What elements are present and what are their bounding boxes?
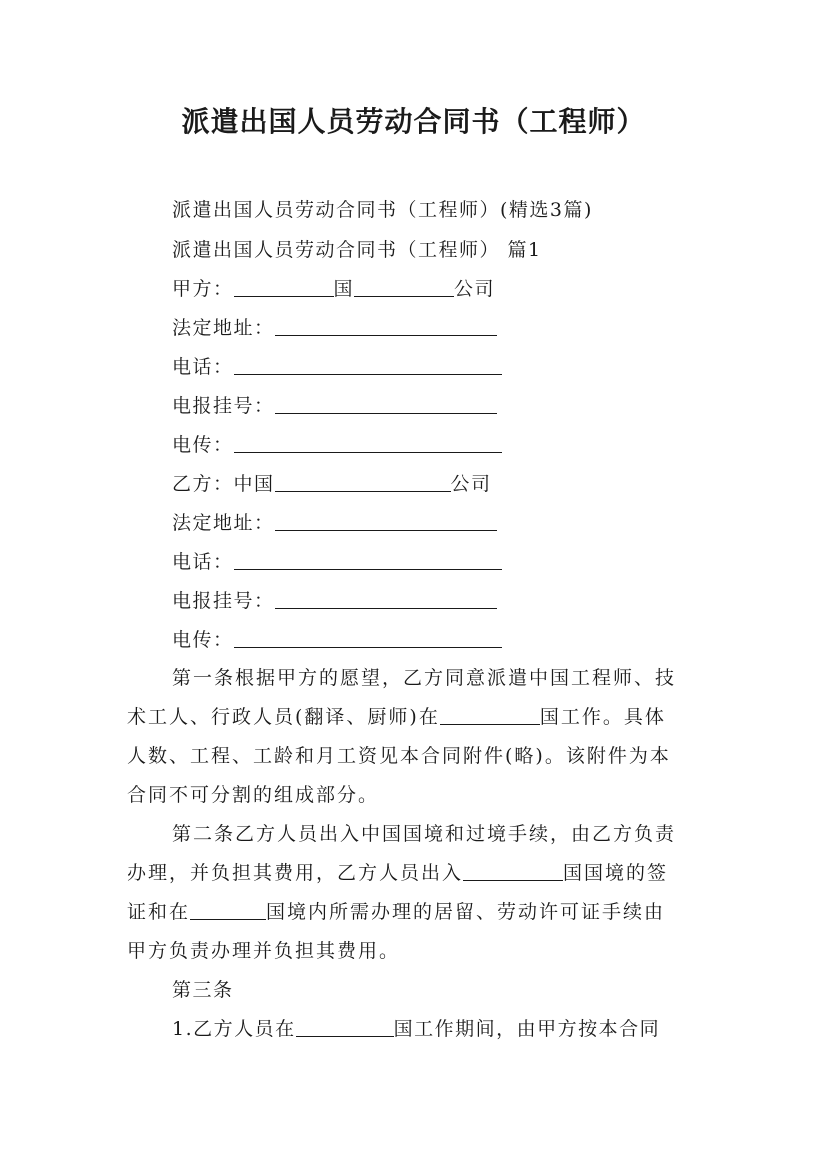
article-2-territory-blank: [190, 899, 266, 920]
party-b-company-suffix: 公司: [450, 473, 492, 495]
party-b-fax-label: 电传：: [172, 629, 234, 651]
party-a-address-label: 法定地址：: [172, 317, 275, 339]
party-a-country-blank: [234, 276, 334, 297]
party-b-line: [172, 470, 492, 498]
party-b-fax-line: [172, 626, 502, 654]
article-1-line-2: 术工人、行政人员(翻译、厨师)在 国工作。具体: [127, 706, 666, 728]
party-a-fax-line: [172, 431, 502, 459]
article-1-country-blank: [440, 704, 540, 725]
party-b-telegraph-blank: [275, 588, 497, 609]
party-a-label: 甲方：: [172, 278, 234, 300]
article-3-item-1: 1.乙方人员在 国工作期间，由甲方按本合同: [172, 1018, 661, 1040]
party-b-telegraph-line: [172, 587, 497, 615]
party-a-fax-blank: [234, 432, 502, 453]
party-b-company-blank: [275, 471, 451, 492]
party-a-address-blank: [275, 315, 497, 336]
document-subtitle: 派遣出国人员劳动合同书（工程师）(精选3篇): [172, 199, 593, 221]
article-3-heading: 第三条: [172, 979, 234, 1001]
party-a-telegraph-blank: [275, 393, 497, 414]
party-b-phone-line: [172, 548, 502, 576]
article-2: [127, 815, 705, 971]
party-b-address-label: 法定地址：: [172, 512, 275, 534]
party-a-country-suffix: 国: [333, 278, 355, 300]
article-2-line-4: 甲方负责办理并负担其费用。: [127, 940, 401, 962]
party-a-phone-line: [172, 353, 502, 381]
article-2-line-3: 证和在 国境内所需办理的居留、劳动许可证手续由: [127, 901, 666, 923]
article-1: [127, 659, 705, 815]
article-2-country-blank: [463, 860, 563, 881]
article-1-line-1: 第一条根据甲方的愿望，乙方同意派遣中国工程师、技: [172, 667, 677, 689]
article-3-country-blank: [296, 1016, 394, 1037]
document-title: 派遣出国人员劳动合同书（工程师）: [181, 105, 646, 138]
party-b-phone-blank: [234, 549, 502, 570]
party-a-line: [172, 275, 495, 303]
party-a-phone-blank: [234, 354, 502, 375]
article-2-line-2: 办理，并负担其费用，乙方人员出入 国国境的签: [127, 862, 669, 884]
article-1-line-3: 人数、工程、工龄和月工资见本合同附件(略)。该附件为本: [127, 745, 671, 767]
party-b-label: 乙方：中国: [172, 473, 275, 495]
party-a-telegraph-line: [172, 392, 497, 420]
party-b-phone-label: 电话：: [172, 551, 234, 573]
party-a-company-blank: [354, 276, 454, 297]
party-a-phone-label: 电话：: [172, 356, 234, 378]
party-a-company-suffix: 公司: [454, 278, 496, 300]
party-b-fax-blank: [234, 627, 502, 648]
article-1-line-4: 合同不可分割的组成部分。: [127, 784, 380, 806]
party-a-address-line: [172, 314, 497, 342]
article-2-line-1: 第二条乙方人员出入中国国境和过境手续，由乙方负责: [172, 823, 677, 845]
section-heading: 派遣出国人员劳动合同书（工程师） 篇1: [172, 239, 542, 261]
party-a-fax-label: 电传：: [172, 434, 234, 456]
party-b-address-line: [172, 509, 497, 537]
party-a-telegraph-label: 电报挂号：: [172, 395, 275, 417]
party-b-telegraph-label: 电报挂号：: [172, 590, 275, 612]
party-b-address-blank: [275, 510, 497, 531]
